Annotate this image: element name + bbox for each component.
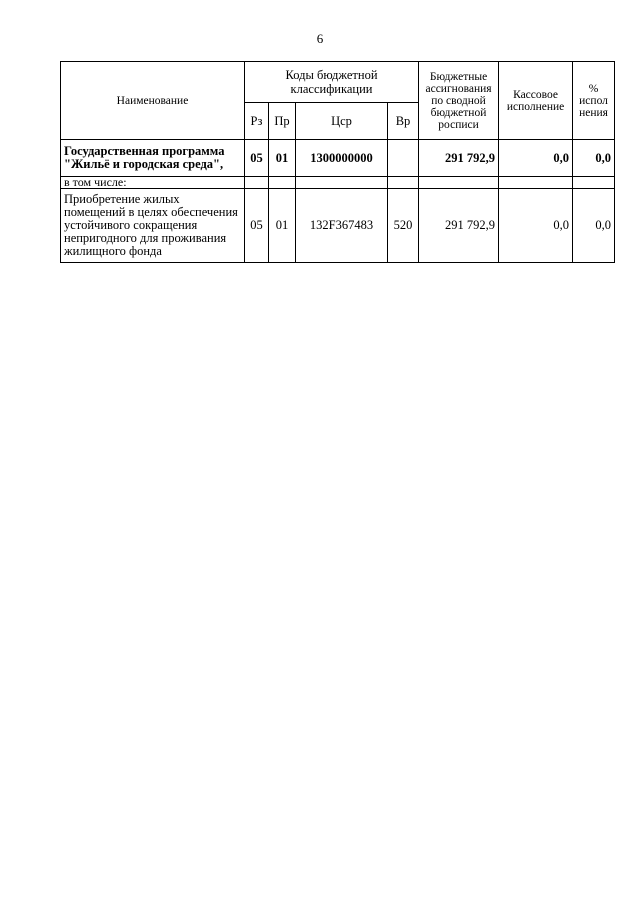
cell-tsr: 1300000000 — [296, 140, 388, 177]
cell-vr — [388, 140, 419, 177]
header-vr: Вр — [388, 103, 419, 140]
header-tsr: Цср — [296, 103, 388, 140]
cell-pr: 01 — [269, 189, 296, 263]
cell-cash: 0,0 — [499, 140, 573, 177]
cell-cash: 0,0 — [499, 189, 573, 263]
header-codes: Коды бюджетной классификации — [245, 62, 419, 103]
cell-pr: 01 — [269, 140, 296, 177]
header-name: Наименование — [61, 62, 245, 140]
cell-vr — [388, 177, 419, 189]
budget-table — [60, 61, 615, 263]
cell-name: Приобретение жилых помещений в целях обеспечения устойчивого сокращения непригодного для проживания жилищного фонда — [61, 189, 245, 263]
header-assignments: Бюджетные ассигнования по сводной бюджетной росписи — [419, 62, 499, 140]
page-number: 6 — [316, 31, 324, 46]
cell-name: Государственная программа "Жильё и городская среда", — [61, 140, 245, 177]
cell-percent — [573, 177, 615, 189]
table-row-program — [61, 140, 615, 177]
cell-tsr: 132F367483 — [296, 189, 388, 263]
cell-vr: 520 — [388, 189, 419, 263]
header-cash: Кассовое исполнение — [499, 62, 573, 140]
cell-percent: 0,0 — [573, 140, 615, 177]
header-row-1 — [61, 62, 615, 103]
cell-percent: 0,0 — [573, 189, 615, 263]
header-rz: Рз — [245, 103, 269, 140]
cell-cash — [499, 177, 573, 189]
cell-name: в том числе: — [61, 177, 245, 189]
header-pr: Пр — [269, 103, 296, 140]
cell-assignments — [419, 177, 499, 189]
cell-assignments: 291 792,9 — [419, 140, 499, 177]
cell-tsr — [296, 177, 388, 189]
cell-rz — [245, 177, 269, 189]
header-percent: % испол нения — [573, 62, 615, 140]
cell-rz: 05 — [245, 140, 269, 177]
table-row-including — [61, 177, 615, 189]
cell-pr — [269, 177, 296, 189]
table-row-acquisition — [61, 189, 615, 263]
cell-assignments: 291 792,9 — [419, 189, 499, 263]
cell-rz: 05 — [245, 189, 269, 263]
